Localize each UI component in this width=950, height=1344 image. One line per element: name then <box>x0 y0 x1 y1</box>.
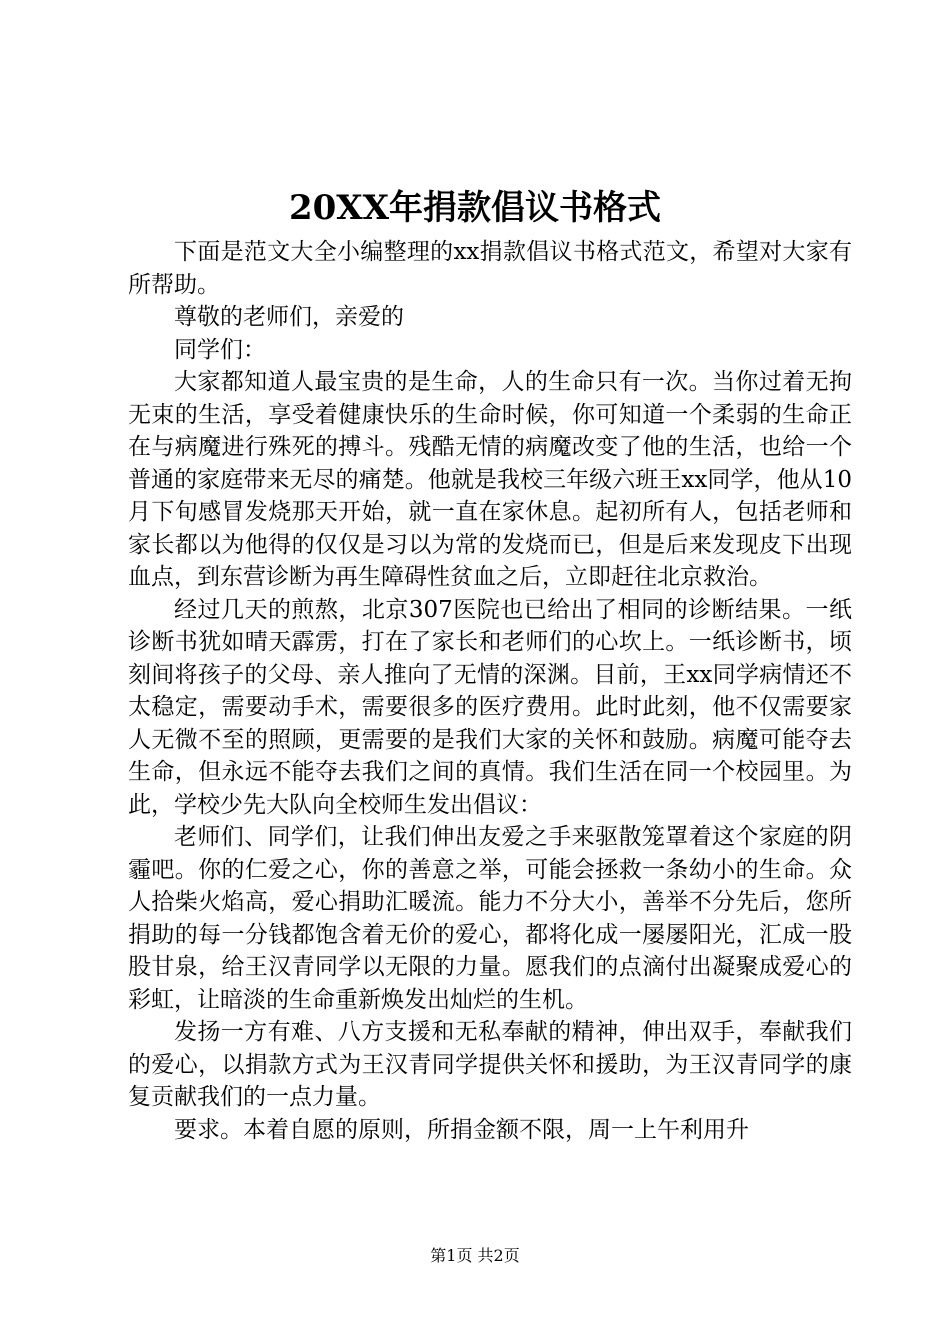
paragraph-salutation: 尊敬的老师们，亲爱的 <box>174 304 404 330</box>
document-body <box>128 236 852 1146</box>
paragraph-salutation-cont: 同学们： <box>174 336 266 363</box>
page-footer: 第1页 共2页 <box>430 1246 520 1265</box>
paragraph-intro: 下面是范文大全小编整理的xx捐款倡议书格式范文，希望对大家有所帮助。 <box>128 239 852 298</box>
paragraph-requirements: 要求。本着自愿的原则，所捐金额不限，周一上午利用升 <box>174 1116 749 1143</box>
document-title: 20XX年捐款倡议书格式 <box>288 188 662 228</box>
paragraph-spirit: 发扬一方有难、八方支援和无私奉献的精神，伸出双手，奉献我们的爱心，以捐款方式为王汉青同学提供关怀和援助，为王汉青同学的康复贡献我们的一点力量。 <box>128 1019 852 1110</box>
paragraph-diagnosis: 经过几天的煎熬，北京307医院也已给出了相同的诊断结果。一纸诊断书犹如晴天霹雳，打在了家长和老师们的心坎上。一纸诊断书，顷刻间将孩子的父母、亲人推向了无情的深渊。目前，王xx同学病情还不太稳定，需要动手术，需要很多的医疗费用。此时此刻，他不仅需要家人无微不至的照顾，更需要的是我们大家的关怀和鼓励。病魔可能夺去生命，但永远不能夺去我们之间的真情。我们生活在同一个校园里。为此，学校少先大队向全校师生发出倡议： <box>128 596 852 818</box>
paragraph-appeal: 老师们、同学们，让我们伸出友爱之手来驱散笼罩着这个家庭的阴霾吧。你的仁爱之心，你的善意之举，可能会拯救一条幼小的生命。众人拾柴火焰高，爱心捐助汇暖流。能力不分大小，善举不分先后，您所捐助的每一分钱都饱含着无价的爱心，都将化成一屡屡阳光，汇成一股股甘泉，给王汉青同学以无限的力量。愿我们的点滴付出凝聚成爱心的彩虹，让暗淡的生命重新焕发出灿烂的生机。 <box>128 824 852 1013</box>
paragraph-story: 大家都知道人最宝贵的是生命，人的生命只有一次。当你过着无拘无束的生活，享受着健康快乐的生命时候，你可知道一个柔弱的生命正在与病魔进行殊死的搏斗。残酷无情的病魔改变了他的生活，也给一个普通的家庭带来无尽的痛楚。他就是我校三年级六班王xx同学，他从10月下旬感冒发烧那天开始，就一直在家休息。起初所有人，包括老师和家长都以为他得的仅仅是习以为常的发烧而已，但是后来发现皮下出现血点，到东营诊断为再生障碍性贫血之后，立即赶往北京救治。 <box>128 369 852 590</box>
